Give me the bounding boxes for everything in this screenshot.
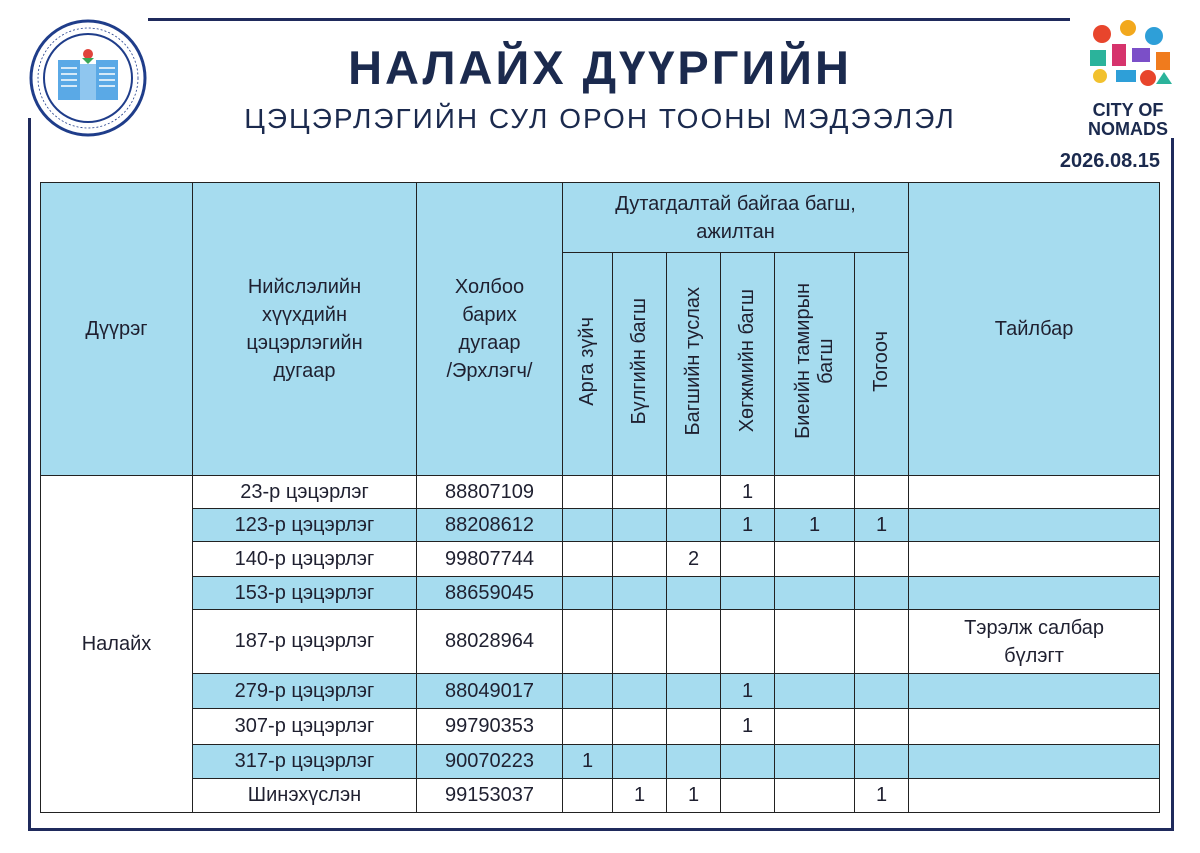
count-cook — [855, 674, 909, 709]
header-kindergarten-number: Нийслэлийн хүүхдийн цэцэрлэгийн дугаар — [193, 183, 417, 476]
count-methodologist — [563, 709, 613, 745]
count-music-teacher — [721, 542, 775, 577]
header-methodologist: Арга зүйч — [563, 253, 613, 476]
count-teacher-assistant — [667, 674, 721, 709]
contact-phone: 88049017 — [417, 674, 563, 709]
header-pe-teacher: Биеийн тамирын багш — [775, 253, 855, 476]
kindergarten-name: 187-р цэцэрлэг — [193, 610, 417, 674]
contact-phone: 88208612 — [417, 509, 563, 542]
count-pe-teacher — [775, 709, 855, 745]
count-group-teacher — [613, 476, 667, 509]
count-teacher-assistant — [667, 476, 721, 509]
table-row — [41, 509, 1160, 542]
count-pe-teacher — [775, 542, 855, 577]
count-teacher-assistant — [667, 577, 721, 610]
kindergarten-name: 140-р цэцэрлэг — [193, 542, 417, 577]
table-row — [41, 577, 1160, 610]
note-cell — [909, 745, 1160, 779]
note-cell — [909, 509, 1160, 542]
page-title: НАЛАЙХ ДҮҮРГИЙН — [348, 41, 852, 94]
count-group-teacher: 1 — [613, 779, 667, 813]
header-note: Тайлбар — [909, 183, 1160, 476]
table-row — [41, 542, 1160, 577]
frame-right-line — [1171, 138, 1174, 831]
district-cell: Налайх — [41, 476, 193, 813]
frame-top-line — [148, 18, 1070, 21]
count-pe-teacher — [775, 674, 855, 709]
table-row — [41, 709, 1160, 745]
count-music-teacher — [721, 577, 775, 610]
count-cook — [855, 709, 909, 745]
note-cell — [909, 709, 1160, 745]
count-methodologist: 1 — [563, 745, 613, 779]
note-cell — [909, 542, 1160, 577]
note-cell — [909, 779, 1160, 813]
count-methodologist — [563, 542, 613, 577]
count-group-teacher — [613, 674, 667, 709]
page-subtitle: ЦЭЦЭРЛЭГИЙН СУЛ ОРОН ТООНЫ МЭДЭЭЛЭЛ — [244, 103, 956, 134]
count-music-teacher — [721, 779, 775, 813]
header-missing-staff-group: Дутагдалтай байгаа багш, ажилтан — [563, 183, 909, 253]
header-music-teacher: Хөгжмийн багш — [721, 253, 775, 476]
count-pe-teacher: 1 — [775, 509, 855, 542]
logo-text-line-1: CITY OF — [1092, 100, 1164, 120]
table-row — [41, 779, 1160, 813]
table-row — [41, 476, 1160, 509]
count-music-teacher: 1 — [721, 709, 775, 745]
count-methodologist — [563, 610, 613, 674]
contact-phone: 88807109 — [417, 476, 563, 509]
kindergarten-name: 153-р цэцэрлэг — [193, 577, 417, 610]
frame-bottom-line — [28, 828, 1174, 831]
header-group-teacher: Бүлгийн багш — [613, 253, 667, 476]
count-group-teacher — [613, 509, 667, 542]
count-cook — [855, 542, 909, 577]
kindergarten-name: 279-р цэцэрлэг — [193, 674, 417, 709]
count-music-teacher — [721, 745, 775, 779]
count-teacher-assistant — [667, 509, 721, 542]
count-group-teacher — [613, 610, 667, 674]
count-group-teacher — [613, 709, 667, 745]
table-row — [41, 674, 1160, 709]
count-pe-teacher — [775, 610, 855, 674]
count-music-teacher: 1 — [721, 674, 775, 709]
count-cook — [855, 610, 909, 674]
count-methodologist — [563, 779, 613, 813]
count-group-teacher — [613, 745, 667, 779]
header-teacher-assistant: Багшийн туслах — [667, 253, 721, 476]
contact-phone: 99790353 — [417, 709, 563, 745]
header-district: Дүүрэг — [41, 183, 193, 476]
count-cook: 1 — [855, 779, 909, 813]
count-group-teacher — [613, 577, 667, 610]
count-teacher-assistant: 1 — [667, 779, 721, 813]
contact-phone: 88659045 — [417, 577, 563, 610]
education-department-logo — [28, 18, 148, 138]
note-cell — [909, 577, 1160, 610]
count-pe-teacher — [775, 779, 855, 813]
note-cell — [909, 674, 1160, 709]
kindergarten-name: 307-р цэцэрлэг — [193, 709, 417, 745]
frame-left-line — [28, 118, 31, 830]
vacancy-table — [40, 182, 1160, 813]
count-music-teacher: 1 — [721, 476, 775, 509]
city-of-nomads-logo — [1076, 14, 1180, 139]
count-teacher-assistant — [667, 745, 721, 779]
count-teacher-assistant — [667, 709, 721, 745]
count-cook — [855, 476, 909, 509]
count-methodologist — [563, 674, 613, 709]
count-music-teacher — [721, 610, 775, 674]
kindergarten-name: Шинэхүслэн — [193, 779, 417, 813]
table-row — [41, 610, 1160, 674]
contact-phone: 99807744 — [417, 542, 563, 577]
note-cell: Тэрэлж салбар бүлэгт — [909, 610, 1160, 674]
kindergarten-name: 123-р цэцэрлэг — [193, 509, 417, 542]
count-methodologist — [563, 577, 613, 610]
count-methodologist — [563, 509, 613, 542]
count-teacher-assistant: 2 — [667, 542, 721, 577]
count-pe-teacher — [775, 577, 855, 610]
table-row — [41, 745, 1160, 779]
count-teacher-assistant — [667, 610, 721, 674]
count-cook — [855, 745, 909, 779]
report-date: 2026.08.15 — [1059, 150, 1160, 172]
header-contact-number: Холбоо барих дугаар /Эрхлэгч/ — [417, 183, 563, 476]
count-methodologist — [563, 476, 613, 509]
note-cell — [909, 476, 1160, 509]
contact-phone: 90070223 — [417, 745, 563, 779]
header-cook: Тогооч — [855, 253, 909, 476]
count-pe-teacher — [775, 745, 855, 779]
kindergarten-name: 317-р цэцэрлэг — [193, 745, 417, 779]
contact-phone: 99153037 — [417, 779, 563, 813]
contact-phone: 88028964 — [417, 610, 563, 674]
count-pe-teacher — [775, 476, 855, 509]
logo-text-line-2: NOMADS — [1088, 119, 1168, 139]
count-group-teacher — [613, 542, 667, 577]
count-cook: 1 — [855, 509, 909, 542]
count-music-teacher: 1 — [721, 509, 775, 542]
kindergarten-name: 23-р цэцэрлэг — [193, 476, 417, 509]
count-cook — [855, 577, 909, 610]
